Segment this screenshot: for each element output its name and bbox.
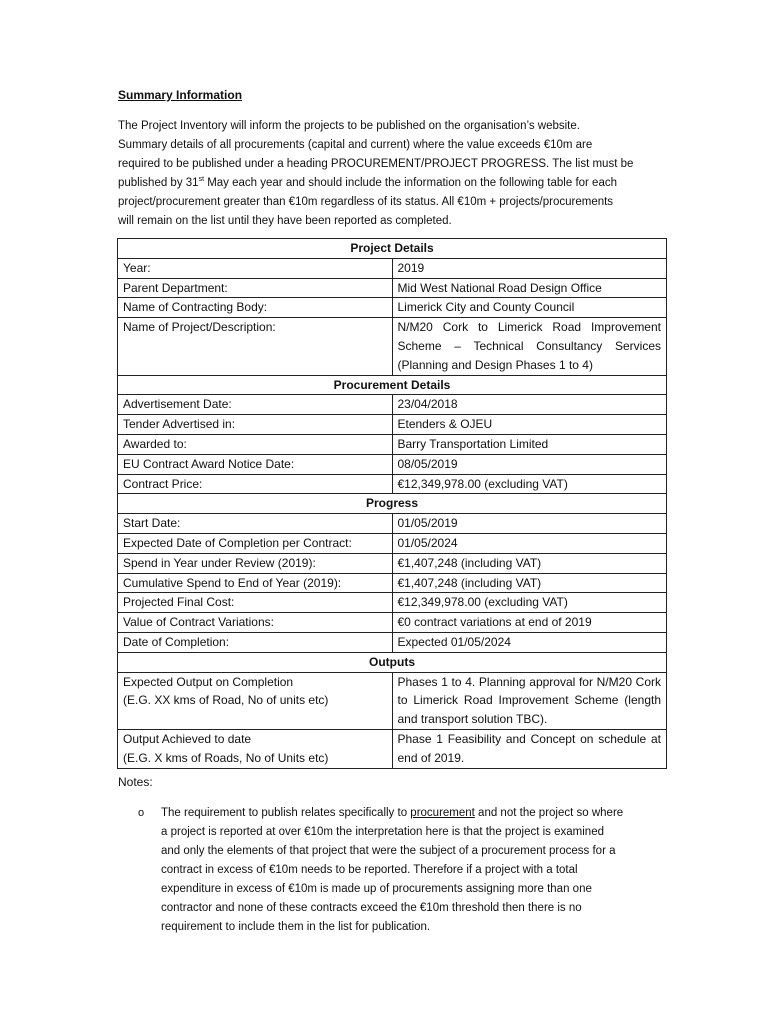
field-value: Limerick City and County Council bbox=[392, 298, 667, 318]
ordinal-suffix: st bbox=[198, 176, 205, 183]
table-row bbox=[118, 278, 667, 298]
intro-line: Summary details of all procurements (capital and current) where the value exceeds €10m are bbox=[118, 139, 593, 151]
table-row bbox=[118, 533, 667, 553]
field-label bbox=[118, 729, 393, 768]
bullet-circle-icon: o bbox=[138, 807, 145, 819]
note-line: requirement to include them in the list for publication. bbox=[161, 921, 431, 933]
field-label: Expected Date of Completion per Contract: bbox=[118, 533, 393, 553]
table-row bbox=[118, 593, 667, 613]
intro-text: published by 31 bbox=[118, 177, 199, 189]
field-value: Expected 01/05/2024 bbox=[392, 632, 667, 652]
field-value: €1,407,248 (including VAT) bbox=[392, 553, 667, 573]
notes-heading: Notes: bbox=[118, 775, 153, 789]
field-label: Year: bbox=[118, 258, 393, 278]
field-label-line: Output Achieved to date bbox=[123, 731, 252, 746]
note-text: and not the project so where bbox=[474, 807, 624, 819]
table-row bbox=[118, 672, 667, 729]
table-row bbox=[118, 258, 667, 278]
project-details-table bbox=[117, 238, 667, 769]
field-label: Tender Advertised in: bbox=[118, 415, 393, 435]
section-header-project-details: Project Details bbox=[118, 239, 667, 259]
table-row bbox=[118, 415, 667, 435]
field-label: Parent Department: bbox=[118, 278, 393, 298]
table-row bbox=[118, 553, 667, 573]
field-label: Spend in Year under Review (2019): bbox=[118, 553, 393, 573]
field-label-line: (E.G. X kms of Roads, No of Units etc) bbox=[123, 750, 329, 765]
field-value: 01/05/2024 bbox=[392, 533, 667, 553]
note-line: contractor and none of these contracts exceed the €10m threshold then there is no bbox=[161, 902, 582, 914]
field-label-line: (E.G. XX kms of Road, No of units etc) bbox=[123, 693, 329, 708]
field-label: Date of Completion: bbox=[118, 632, 393, 652]
section-header-procurement-details: Procurement Details bbox=[118, 375, 667, 395]
field-value: Mid West National Road Design Office bbox=[392, 278, 667, 298]
field-value: 08/05/2019 bbox=[392, 454, 667, 474]
intro-line: required to be published under a heading PROCUREMENT/PROJECT PROGRESS. The list must be bbox=[118, 158, 634, 170]
field-label: Contract Price: bbox=[118, 474, 393, 494]
field-label: Name of Project/Description: bbox=[118, 318, 393, 375]
field-label: Start Date: bbox=[118, 514, 393, 534]
intro-text: May each year and should include the information on the following table for each bbox=[204, 177, 617, 189]
field-value: Barry Transportation Limited bbox=[392, 434, 667, 454]
field-label: Projected Final Cost: bbox=[118, 593, 393, 613]
table-row bbox=[118, 573, 667, 593]
field-label: Awarded to: bbox=[118, 434, 393, 454]
field-value: 01/05/2019 bbox=[392, 514, 667, 534]
note-paragraph bbox=[161, 804, 651, 937]
field-label-line: Expected Output on Completion bbox=[123, 674, 294, 689]
table-row bbox=[118, 454, 667, 474]
section-header-progress: Progress bbox=[118, 494, 667, 514]
field-value: €12,349,978.00 (excluding VAT) bbox=[392, 474, 667, 494]
note-line: contract in excess of €10m needs to be reported. Therefore if a project with a total bbox=[161, 864, 578, 876]
table-row bbox=[118, 434, 667, 454]
field-value: €0 contract variations at end of 2019 bbox=[392, 613, 667, 633]
field-value: €1,407,248 (including VAT) bbox=[392, 573, 667, 593]
intro-line: will remain on the list until they have been reported as completed. bbox=[118, 215, 452, 227]
table-row bbox=[118, 613, 667, 633]
field-value: 23/04/2018 bbox=[392, 395, 667, 415]
field-label: Name of Contracting Body: bbox=[118, 298, 393, 318]
field-value: 2019 bbox=[392, 258, 667, 278]
note-line: a project is reported at over €10m the interpretation here is that the project is examined bbox=[161, 826, 604, 838]
field-label bbox=[118, 672, 393, 729]
intro-line bbox=[118, 174, 638, 193]
field-label: Cumulative Spend to End of Year (2019): bbox=[118, 573, 393, 593]
summary-heading: Summary Information bbox=[118, 88, 243, 102]
table-row bbox=[118, 395, 667, 415]
intro-line: The Project Inventory will inform the projects to be published on the organisation’s website. bbox=[118, 120, 580, 132]
field-label: Advertisement Date: bbox=[118, 395, 393, 415]
procurement-underlined: procurement bbox=[410, 807, 475, 819]
intro-line: project/procurement greater than €10m regardless of its status. All €10m + projects/procurements bbox=[118, 196, 614, 208]
field-value: Phases 1 to 4. Planning approval for N/M20 Cork to Limerick Road Improvement Scheme (length and transport solution TBC). bbox=[392, 672, 667, 729]
note-line: and only the elements of that project that were the subject of a procurement process for a bbox=[161, 845, 616, 857]
table-row bbox=[118, 729, 667, 768]
note-text: The requirement to publish relates specifically to bbox=[161, 807, 411, 819]
table-row bbox=[118, 474, 667, 494]
field-value: €12,349,978.00 (excluding VAT) bbox=[392, 593, 667, 613]
table-row bbox=[118, 318, 667, 375]
table-row bbox=[118, 298, 667, 318]
note-line: expenditure in excess of €10m is made up of procurements assigning more than one bbox=[161, 883, 592, 895]
note-line bbox=[161, 804, 651, 823]
field-label: Value of Contract Variations: bbox=[118, 613, 393, 633]
field-value: Phase 1 Feasibility and Concept on schedule at end of 2019. bbox=[392, 729, 667, 768]
table-row bbox=[118, 514, 667, 534]
field-label: EU Contract Award Notice Date: bbox=[118, 454, 393, 474]
section-header-outputs: Outputs bbox=[118, 652, 667, 672]
field-value: N/M20 Cork to Limerick Road Improvement Scheme – Technical Consultancy Services (Planning and Design Phases 1 to 4) bbox=[392, 318, 667, 375]
table-row bbox=[118, 632, 667, 652]
intro-paragraph bbox=[118, 117, 638, 231]
field-value: Etenders & OJEU bbox=[392, 415, 667, 435]
